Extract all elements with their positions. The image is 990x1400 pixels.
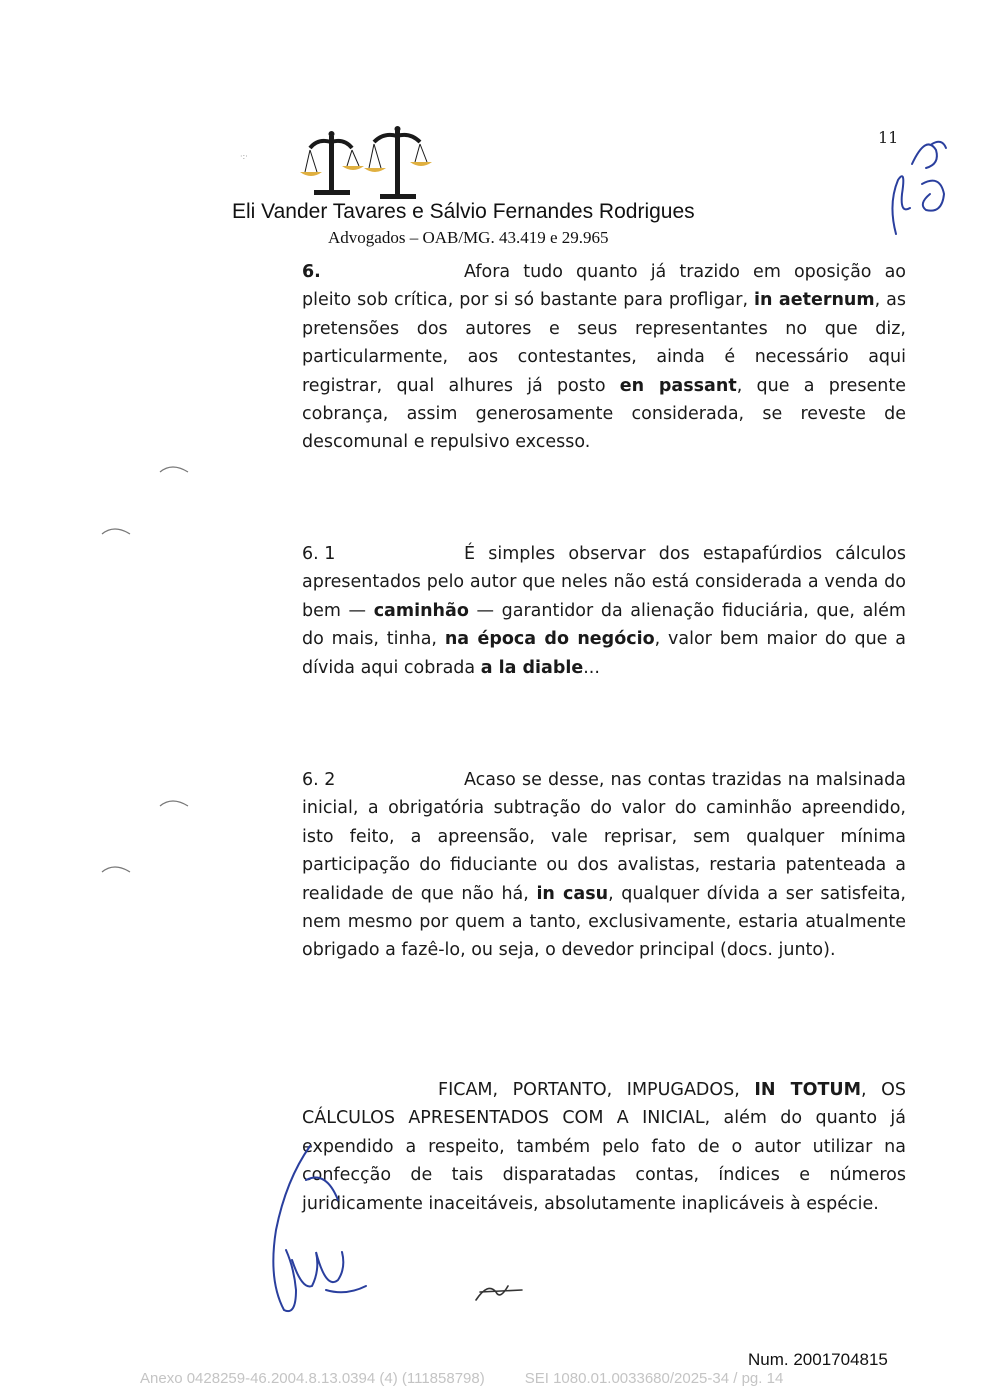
conclusion-paragraph — [302, 1076, 906, 1218]
paragraph-text: Afora tudo quanto já trazido em oposição ao pleito sob crítica, por si só bastante para profligar, — [302, 262, 906, 311]
paragraph-6 — [302, 258, 906, 457]
emphasis-text: caminhão — [373, 600, 469, 621]
paragraph-number: 6. 2 — [302, 770, 336, 790]
footer — [140, 1370, 823, 1387]
footer-sei: SEI 1080.01.0033680/2025-34 / pg. 14 — [524, 1370, 784, 1387]
emphasis-text: in aeternum — [753, 290, 875, 311]
paragraph-text: É simples observar dos estapafúrdios cálculos apresentados pelo autor que neles não está considerada a venda do bem — — [302, 544, 906, 621]
paragraph-6-1 — [302, 540, 906, 682]
paragraph-text: , que a presente cobrança, assim generosamente considerada, se reveste de descomunal e repulsivo excesso. — [302, 375, 906, 453]
footer-annex: Anexo 0428259-46.2004.8.13.0394 (4) (111858798) — [140, 1370, 485, 1387]
emphasis-text: na época do negócio — [444, 629, 655, 650]
paragraph-text: , qualquer dívida a ser satisfeita, nem mesmo por quem a tanto, exclusivamente, estaria atualmente obrigado a fazê-lo, ou seja, o devedor principal (docs. junto). — [302, 883, 906, 961]
paragraph-text: — garantidor da alienação fiduciária, que, além do mais, tinha, — [302, 600, 906, 650]
emphasis-text: in casu — [536, 883, 609, 904]
page-number: 11 — [878, 128, 899, 147]
paragraph-number: 6. 1 — [302, 544, 336, 564]
scan-speck: ·:· — [240, 152, 248, 161]
paragraph-text: ... — [583, 657, 600, 678]
lawyer-signature — [266, 1140, 376, 1320]
punch-mark — [158, 460, 190, 476]
initials-mark — [470, 1278, 530, 1304]
paragraph-text: , OS CÁLCULOS APRESENTADOS COM A INICIAL, além do quanto já expendido a respeito, também pelo fato de o autor utilizar na confecção de tais disparatadas contas, índices e números juridicamente inaceitáveis, absolutamente inaplicáveis à espécie. — [302, 1080, 906, 1214]
punch-mark — [158, 794, 190, 810]
emphasis-text: IN TOTUM — [754, 1080, 862, 1100]
punch-mark — [100, 522, 132, 538]
paragraph-text: Acaso se desse, nas contas trazidas na malsinada inicial, a obrigatória subtração do valor do caminhão apreendido, isto feito, a apreensão, vale reprisar, sem qualquer mínima participação do fiduciante ou dos avalistas, restaria patenteada a realidade de que não há, — [302, 770, 906, 904]
paragraph-text: , valor bem maior do que a dívida aqui cobrada — [302, 629, 907, 678]
paragraph-6-2 — [302, 766, 906, 965]
margin-initials-signature — [882, 124, 952, 244]
emphasis-text: a la diable — [480, 657, 584, 678]
paragraph-number: 6. — [302, 262, 321, 282]
scales-of-justice-logo — [296, 126, 436, 208]
document-number: Num. 2001704815 — [748, 1350, 888, 1369]
firm-name: Eli Vander Tavares e Sálvio Fernandes Rodrigues — [232, 200, 695, 223]
paragraph-text: , as pretensões dos autores e seus representantes no que diz, particularmente, aos contestantes, ainda é necessário aqui registrar, qual alhures já posto — [302, 290, 907, 396]
firm-subtitle: Advogados – OAB/MG. 43.419 e 29.965 — [328, 228, 609, 247]
punch-mark — [100, 860, 132, 876]
paragraph-text: FICAM, PORTANTO, IMPUGADOS, — [438, 1080, 755, 1100]
emphasis-text: en passant — [619, 375, 737, 396]
